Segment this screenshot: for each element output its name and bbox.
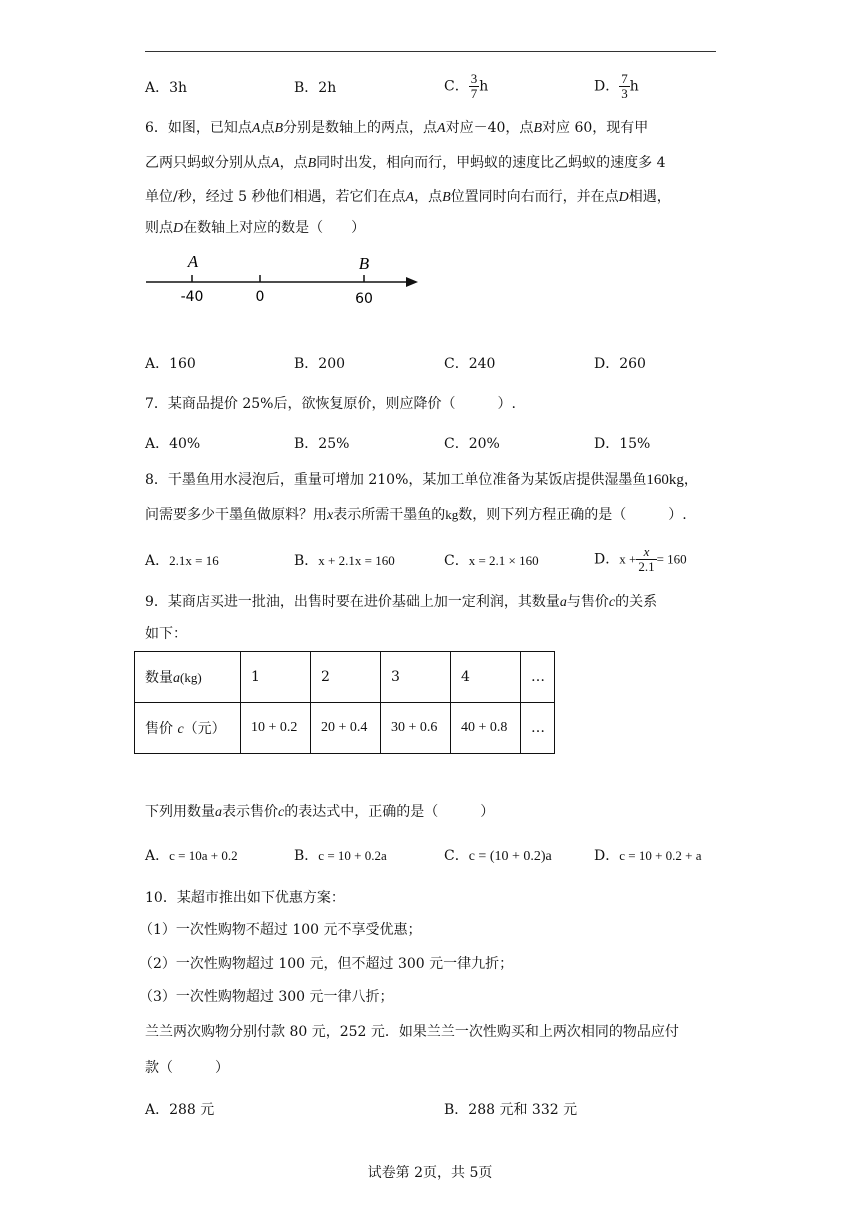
table-cell: 10 + 0.2 — [241, 703, 311, 754]
table-cell: … — [521, 652, 555, 703]
number-line-figure — [140, 248, 430, 310]
page-footer: 试卷第 2页，共 5页 — [367, 1165, 493, 1181]
q10-line-1: 兰兰两次购物分别付款 80 元，252 元．如果兰兰一次性购买和上两次相同的物品应付 — [145, 1024, 679, 1040]
q5-option-d: D． $\frac{7}{3}$ h — [594, 71, 639, 101]
q8-option-d: D．x + $\frac{x}{2.1}$ = 160 — [594, 544, 687, 574]
q9-line-2: 如下： — [145, 626, 187, 642]
q6-line-1: 6．如图，已知点A点B分别是数轴上的两点，点A对应－40，点B对应 60，现有甲 — [145, 120, 649, 136]
point-label-b: B — [358, 254, 370, 273]
q7-option-d: D．15% — [594, 436, 651, 452]
fraction: $\frac{x}{2.1}$ — [638, 544, 655, 574]
q7-option-b: B．25% — [294, 436, 350, 452]
q7-option-a: A．40% — [145, 436, 201, 452]
q9-option-c: C．c = (10 + 0.2)a — [444, 848, 552, 864]
q8-line-2: 问需要多少干墨鱼做原料？用x表示所需干墨鱼的kg数，则下列方程正确的是（ ）. — [145, 507, 687, 523]
q8-option-b: B．x + 2.1x = 160 — [294, 553, 395, 569]
q10-intro: 10．某超市推出如下优惠方案： — [145, 890, 345, 906]
table-cell: 20 + 0.4 — [311, 703, 381, 754]
fraction: $\frac{7}{3}$ — [621, 71, 628, 101]
q6-line-4: 则点D在数轴上对应的数是（ ） — [145, 220, 366, 236]
tick-label-a: -40 — [180, 289, 204, 305]
q8-line-1: 8．干墨鱼用水浸泡后，重量可增加 210%，某加工单位准备为某饭店提供湿墨鱼160kg， — [145, 472, 698, 488]
q7-option-c: C．20% — [444, 436, 500, 452]
table-cell: 30 + 0.6 — [381, 703, 451, 754]
table-cell: 3 — [381, 652, 451, 703]
q9-question: 下列用数量a表示售价c的表达式中，正确的是（ ） — [145, 804, 495, 820]
q6-option-d: D．260 — [594, 356, 646, 372]
q10-option-b: B．288 元和 332 元 — [444, 1102, 578, 1118]
q5-option-b: B．2h — [294, 80, 337, 96]
table-cell: 数量a(kg) — [135, 652, 241, 703]
q9-table — [134, 651, 555, 754]
table-cell: 4 — [451, 652, 521, 703]
tick-label-0: 0 — [255, 289, 265, 305]
q6-option-a: A．160 — [145, 356, 196, 372]
number-line-arrow — [406, 277, 418, 287]
q6-option-c: C．240 — [444, 356, 496, 372]
q6-option-b: B．200 — [294, 356, 346, 372]
q8-option-a: A．2.1x = 16 — [145, 553, 219, 569]
tick-label-b: 60 — [355, 291, 373, 307]
q9-option-d: D．c = 10 + 0.2 + a — [594, 848, 702, 864]
table-cell: 2 — [311, 652, 381, 703]
table-cell: 40 + 0.8 — [451, 703, 521, 754]
table-cell: 售价 c（元） — [135, 703, 241, 754]
q9-line-1: 9．某商店买进一批油，出售时要在进价基础上加一定利润，其数量a与售价c的关系 — [145, 594, 658, 610]
q5-option-a: A．3h — [145, 80, 188, 96]
q8-option-c: C．x = 2.1 × 160 — [444, 553, 539, 569]
q10-rule-2: （2）一次性购物超过 100 元，但不超过 300 元一律九折； — [139, 956, 514, 972]
q10-rule-1: （1）一次性购物不超过 100 元不享受优惠； — [139, 922, 422, 938]
table-row — [135, 703, 555, 754]
q6-line-3: 单位/秒，经过 5 秒他们相遇，若它们在点A，点B位置同时向右而行，并在点D相遇， — [145, 189, 671, 205]
header-rule — [145, 51, 716, 52]
q5-option-c: C． $\frac{3}{7}$ h — [444, 71, 489, 101]
q10-line-2: 款（ ） — [145, 1060, 229, 1076]
table-row — [135, 652, 555, 703]
fraction: $\frac{3}{7}$ — [470, 71, 478, 101]
table-cell: 1 — [241, 652, 311, 703]
table-cell: … — [521, 703, 555, 754]
q6-line-2: 乙两只蚂蚁分别从点A，点B同时出发，相向而行，甲蚂蚁的速度比乙蚂蚁的速度多 4 — [145, 155, 666, 171]
q7-question: 7．某商品提价 25%后，欲恢复原价，则应降价（ ）. — [145, 396, 516, 412]
q10-rule-3: （3）一次性购物超过 300 元一律八折； — [139, 989, 394, 1005]
q9-option-b: B．c = 10 + 0.2a — [294, 848, 387, 864]
q9-option-a: A．c = 10a + 0.2 — [145, 848, 238, 864]
q10-option-a: A．288 元 — [145, 1102, 215, 1118]
point-label-a: A — [187, 252, 199, 271]
